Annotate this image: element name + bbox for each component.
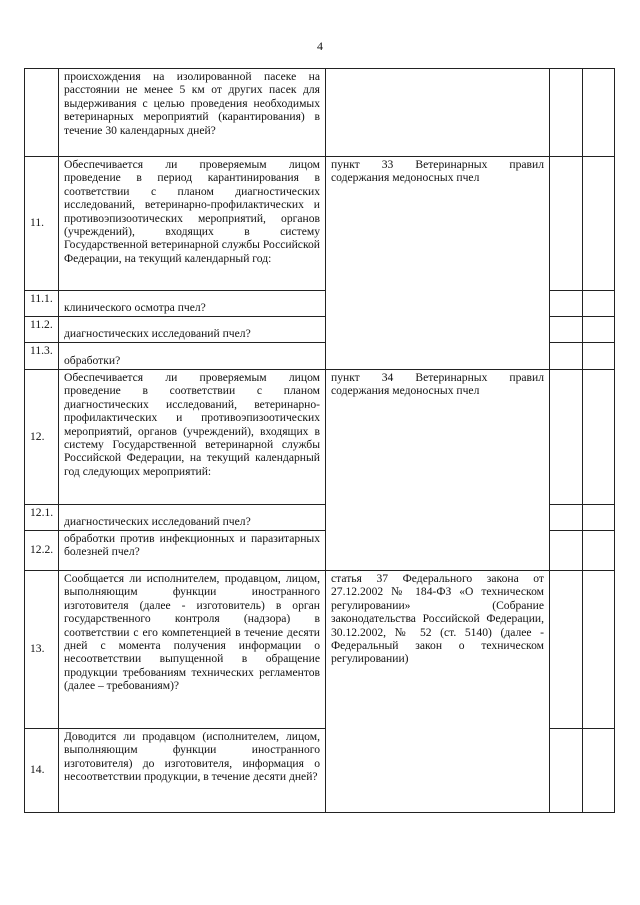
- answer-cell-yes: [550, 317, 583, 343]
- table-row: [25, 571, 615, 729]
- row-number: 11.: [25, 157, 59, 291]
- answer-cell-yes: [550, 571, 583, 729]
- question-text: диагностических исследований пчел?: [59, 317, 326, 343]
- row-number: 13.: [25, 571, 59, 729]
- row-number: 12.: [25, 370, 59, 505]
- question-text: происхождения на изолированной пасеке на расстоянии не менее 5 км от других пасек для выдерживания с целью проведения необходимых ветеринарных мероприятий (карантирования) в течение 30 календарных дней?: [59, 69, 326, 157]
- legal-reference: [326, 69, 550, 157]
- question-text: клинического осмотра пчел?: [59, 291, 326, 317]
- question-text: обработки против инфекционных и паразитарных болезней пчел?: [59, 531, 326, 571]
- answer-cell-no: [583, 729, 615, 813]
- question-text: обработки?: [59, 343, 326, 370]
- answer-cell-yes: [550, 69, 583, 157]
- table-row: [25, 370, 615, 505]
- answer-cell-no: [583, 157, 615, 291]
- answer-cell-no: [583, 317, 615, 343]
- answer-cell-no: [583, 69, 615, 157]
- answer-cell-yes: [550, 343, 583, 370]
- answer-cell-yes: [550, 370, 583, 505]
- answer-cell-no: [583, 343, 615, 370]
- legal-reference: пункт 34 Ветеринарных правил содержания медоносных пчел: [326, 370, 550, 571]
- row-number: 12.2.: [25, 531, 59, 571]
- row-number: 12.1.: [25, 505, 59, 531]
- row-number: [25, 69, 59, 157]
- answer-cell-no: [583, 505, 615, 531]
- answer-cell-yes: [550, 531, 583, 571]
- checklist-table: [24, 68, 615, 813]
- legal-reference: пункт 33 Ветеринарных правил содержания медоносных пчел: [326, 157, 550, 370]
- page-number: 4: [317, 39, 323, 53]
- answer-cell-no: [583, 571, 615, 729]
- row-number: 11.2.: [25, 317, 59, 343]
- table-row: [25, 157, 615, 291]
- row-number: 14.: [25, 729, 59, 813]
- answer-cell-no: [583, 531, 615, 571]
- question-text: диагностических исследований пчел?: [59, 505, 326, 531]
- question-text: Обеспечивается ли проверяемым лицом проведение в соответствии с планом диагностических исследований, ветеринарно-профилактических и противоэпизоотических мероприятий, органов (учреждений), входящих в систему Государственной ветеринарной службы Российской Федерации, на текущий календарный год следующих мероприятий:: [59, 370, 326, 505]
- question-text: Доводится ли продавцом (исполнителем, лицом, выполняющим функции иностранного изготовителя) до изготовителя, информация о несоответствии продукции, в течение десяти дней?: [59, 729, 326, 813]
- row-number: 11.1.: [25, 291, 59, 317]
- answer-cell-yes: [550, 505, 583, 531]
- row-number: 11.3.: [25, 343, 59, 370]
- answer-cell-no: [583, 370, 615, 505]
- question-text: Обеспечивается ли проверяемым лицом проведение в период карантинирования в соответствии с планом диагностических исследований, ветеринарно-профилактических и противоэпизоотических мероприятий, органов (учреждений), входящих в систему Государственной ветеринарной службы Российской Федерации, на текущий календарный год:: [59, 157, 326, 291]
- answer-cell-no: [583, 291, 615, 317]
- question-text: Сообщается ли исполнителем, продавцом, лицом, выполняющим функции иностранного изготовителя (далее - изготовитель) в орган государственного контроля (надзора) в соответствии с его компетенцией в течение десяти дней с момента получения информации о несоответствии выпущенной в обращение продукции требованиям технических регламентов (далее – требованиям)?: [59, 571, 326, 729]
- answer-cell-yes: [550, 157, 583, 291]
- answer-cell-yes: [550, 729, 583, 813]
- legal-reference: статья 37 Федерального закона от 27.12.2002 № 184-ФЗ «О техническом регулировании» (Собрание законодательства Российской Федерации, 30.12.2002, № 52 (ст. 5140) (далее - Федеральный закон о техническом регулировании): [326, 571, 550, 813]
- table-row: [25, 69, 615, 157]
- answer-cell-yes: [550, 291, 583, 317]
